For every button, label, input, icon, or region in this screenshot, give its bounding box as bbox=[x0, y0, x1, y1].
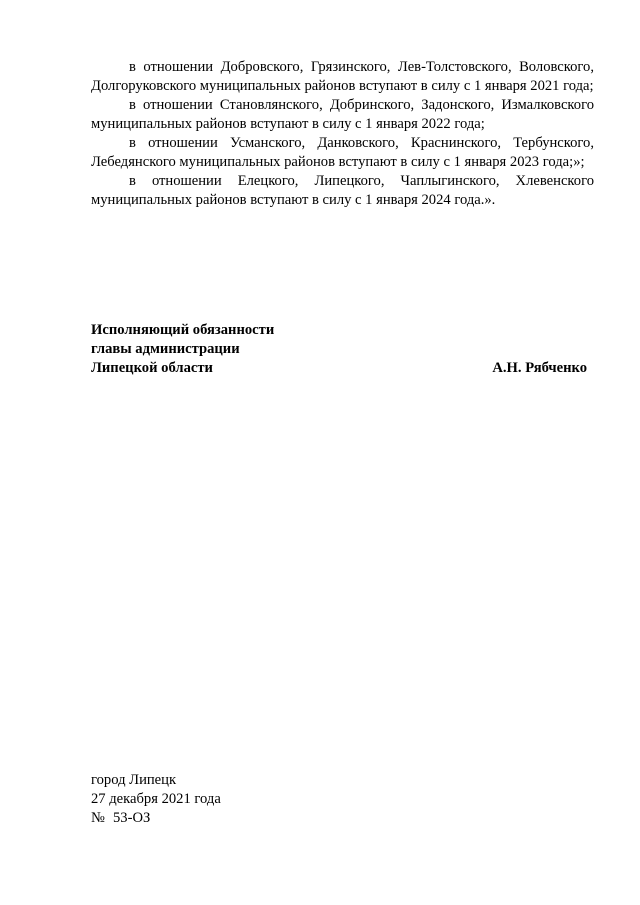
footer-city: город Липецк bbox=[91, 772, 177, 788]
paragraph-2: в отношении Становлянского, Добринского, Задонского, Измалковского муниципальных районов вступают в силу с 1 января 2022 года; bbox=[91, 97, 594, 132]
signature-block bbox=[91, 321, 587, 378]
number-sign: № bbox=[91, 810, 105, 826]
signatory-row bbox=[91, 359, 587, 378]
footer-date: 27 декабря 2021 года bbox=[91, 791, 221, 807]
law-number: 53-ОЗ bbox=[113, 810, 151, 826]
signatory-title-line-1: Исполняющий обязанности bbox=[91, 322, 275, 338]
paragraph-4: в отношении Елецкого, Липецкого, Чаплыгинского, Хлевенского муниципальных районов вступают в силу с 1 января 2024 года.». bbox=[91, 173, 594, 208]
footer-law-number bbox=[91, 809, 221, 828]
document-footer bbox=[91, 771, 221, 828]
document-body bbox=[91, 58, 594, 210]
signatory-title-line-2: главы администрации bbox=[91, 341, 240, 357]
signatory-name: А.Н. Рябченко bbox=[492, 360, 587, 376]
signatory-title-line-3: Липецкой области bbox=[91, 360, 213, 376]
paragraph-1: в отношении Добровского, Грязинского, Лев-Толстовского, Воловского, Долгоруковского муниципальных районов вступают в силу с 1 января 2021 года; bbox=[91, 59, 594, 94]
paragraph-3: в отношении Усманского, Данковского, Краснинского, Тербунского, Лебедянского муниципальных районов вступают в силу с 1 января 2023 года;»; bbox=[91, 135, 594, 170]
